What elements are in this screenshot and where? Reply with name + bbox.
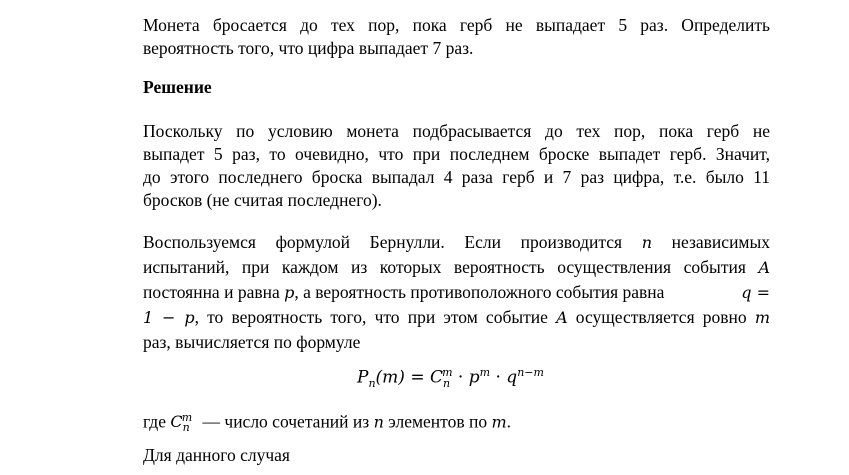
solution-paragraph-2 (143, 230, 770, 355)
problem-statement (143, 14, 770, 60)
para1-line-2: выпадет 5 раз, то очевидно, что при последнем броске выпадет герб. Значит, (143, 144, 770, 164)
para2-line-4: 1 − p, то вероятность того, что при этом событие A осуществляется ровно m (143, 307, 771, 327)
bernoulli-formula: $P_n(m) = C_n^m \cdot p^m \cdot q^{n-m}$ (357, 366, 544, 391)
para2-line-1: Воспользуемся формулой Бернулли. Если производится n независимых (143, 232, 771, 252)
binomial-coefficient: $C_n^m$ (170, 411, 193, 435)
para2-line-2: испытаний, при каждом из которых вероятность осуществления события A (143, 257, 770, 277)
para1-line-1: Поскольку по условию монета подбрасывается до тех пор, пока герб не (143, 121, 770, 141)
para1-line-4: бросков (не считая последнего). (143, 190, 382, 210)
problem-line-2: вероятность того, что цифра выпадает 7 раз. (143, 38, 474, 58)
var-A-2: A (556, 308, 568, 327)
eq-one-minus-p: 1 − p (143, 308, 195, 327)
para2-line-5: раз, вычисляется по формуле (143, 332, 361, 352)
para1-line-3: до этого последнего броска выпадал 4 раза герб и 7 раз цифра, т.е. было 11 (143, 167, 770, 187)
var-A: A (758, 258, 770, 277)
solution-paragraph-1 (143, 120, 770, 212)
eq-q: q = (741, 283, 770, 302)
final-line: Для данного случая (143, 445, 290, 465)
var-p: p (284, 283, 295, 302)
where-line: где $C_n^m$ — число сочетаний из n элементов по m. (143, 411, 512, 435)
problem-line-1: Монета бросается до тех пор, пока герб не выпадает 5 раз. Определить (143, 15, 770, 35)
para2-line-3: постоянна и равна p, а вероятность противоположного события равна q = (143, 280, 770, 305)
solution-heading: Решение (143, 77, 212, 97)
var-n: n (641, 233, 653, 252)
var-m: m (754, 308, 771, 327)
